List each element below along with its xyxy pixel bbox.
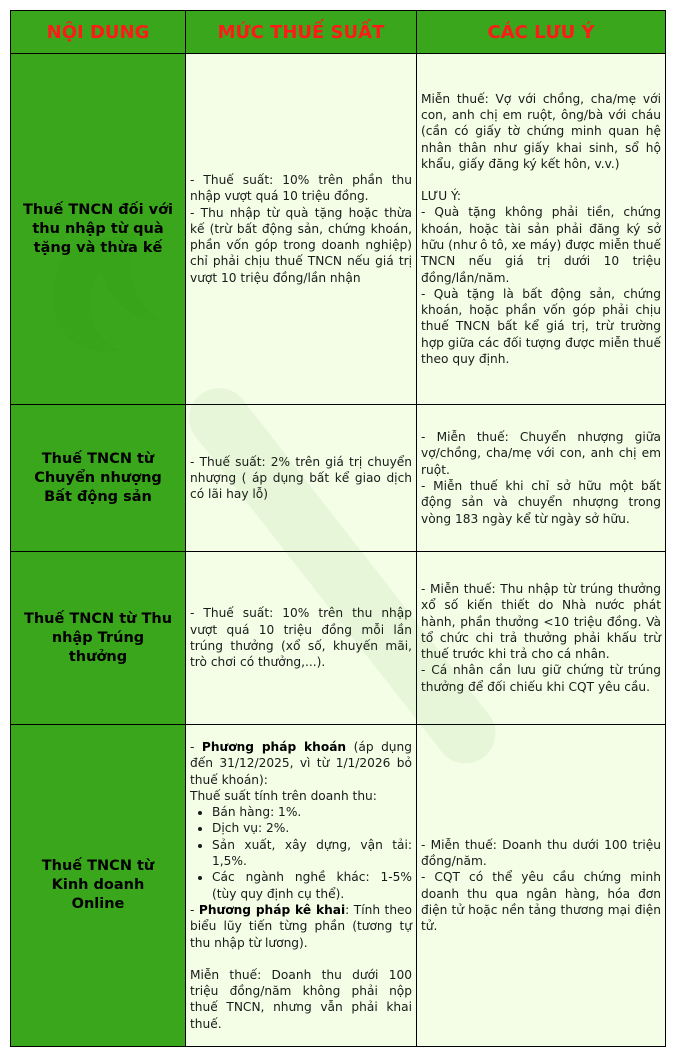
rate-text: - Phương pháp kê khai: Tính theo biểu lũy tiến từng phần (tương tự thu nhập từ lương). [190,902,412,950]
table-row [11,54,666,405]
note-text: - Miễn thuế: Doanh thu dưới 100 triệu đồng/năm. [421,837,661,868]
row-rate [186,725,417,1047]
row-notes [417,552,666,725]
table-row [11,405,666,552]
row-rate [186,552,417,725]
rate-text: - Thu nhập từ quà tặng hoặc thừa kế (trừ bất động sản, chứng khoán, phần vốn góp trong doanh nghiệp) chỉ phải chịu thuế TNCN nếu giá trị vượt 10 triệu đồng/lần nhận [190,205,412,285]
rate-text: - Phương pháp khoán (áp dụng đến 31/12/2025, vì từ 1/1/2026 bỏ thuế khoán): [190,739,412,787]
row-topic: Thuế TNCN đối với thu nhập từ quà tặng và thừa kế [11,54,186,405]
row-topic: Thuế TNCN từ Thu nhập Trúng thưởng [11,552,186,725]
table-row [11,552,666,725]
note-text: - Cá nhân cần lưu giữ chứng từ trúng thưởng để đối chiếu khi CQT yêu cầu. [421,663,661,694]
row-topic: Thuế TNCN từ Chuyển nhượng Bất động sản [11,405,186,552]
note-text: - Miễn thuế khi chỉ sở hữu một bất động sản và chuyển nhượng trong vòng 183 ngày kể từ ngày sở hữu. [421,479,661,526]
list-item: • Các ngành nghề khác: 1-5% (tùy quy định cụ thể). [212,869,412,902]
method-ke-khai-label: Phương pháp kê khai [198,902,346,917]
row-topic: Thuế TNCN từ Kinh doanh Online [11,725,186,1047]
rate-list [190,804,412,902]
rate-text: - Thuế suất: 2% trên giá trị chuyển nhượng ( áp dụng bất kể giao dịch có lãi hay lỗ) [190,454,412,502]
row-notes [417,725,666,1047]
list-item: • Sản xuất, xây dựng, vận tải: 1,5%. [212,837,412,870]
row-notes [417,54,666,405]
header-row [11,11,666,54]
row-notes [417,405,666,552]
table-row [11,725,666,1047]
note-text: - Miễn thuế: Chuyển nhượng giữa vợ/chồng, cha/mẹ với con, anh chị em ruột. [421,430,661,477]
row-rate [186,54,417,405]
header-cac-luu-y: CÁC LƯU Ý [417,11,666,54]
header-noi-dung: NỘI DUNG [11,11,186,54]
note-text: - CQT có thể yêu cầu chứng minh doanh thu qua ngân hàng, hóa đơn điện tử hoặc nền tảng thương mại điện tử. [421,870,661,934]
method-khoan-label: Phương pháp khoán [201,739,347,754]
list-item: • Dịch vụ: 2%. [212,820,412,836]
rate-text: - Thuế suất: 10% trên phần thu nhập vượt quá 10 triệu đồng. [190,172,412,204]
row-rate [186,405,417,552]
exempt-text: Miễn thuế: Doanh thu dưới 100 triệu đồng/năm không phải nộp thuế TNCN, nhưng vẫn phải khai thuế. [190,967,412,1031]
rate-text: - Thuế suất: 10% trên thu nhập vượt quá 10 triệu đồng mỗi lần trúng thưởng (xổ số, khuyến mãi, trò chơi có thưởng,...). [190,606,412,670]
note-text: Miễn thuế: Vợ với chồng, cha/mẹ với con, anh chị em ruột, ông/bà với cháu (cần có giấy tờ chứng minh quan hệ nhân thân như giấy khai sinh, sổ hộ khẩu, giấy đăng ký kết hôn, v.v.) [421,91,661,171]
list-item: • Bán hàng: 1%. [212,804,412,820]
note-text: - Quà tặng không phải tiền, chứng khoán, hoặc tài sản phải đăng ký sở hữu (như ô tô, xe máy) được miễn thuế TNCN nếu giá trị dưới 10 triệu đồng/lần/năm. [421,205,661,285]
rate-subtitle: Thuế suất tính trên doanh thu: [190,788,377,803]
note-text: - Miễn thuế: Thu nhập từ trúng thưởng xổ số kiến thiết do Nhà nước phát hành, phần thưởng <10 triệu đồng. Và tổ chức chi trả thưởng phải khấu trừ thuế trước khi trả cho cá nhân. [421,581,661,662]
header-muc-thue-suat: MỨC THUẾ SUẤT [186,11,417,54]
tax-table [10,10,666,1047]
note-text: LƯU Ý: [421,189,461,204]
note-text: - Quà tặng là bất động sản, chứng khoán, hoặc phần vốn góp phải chịu thuế TNCN bất kể giá trị, trừ trường hợp giữa các đối tượng được miễn thuế theo quy định. [421,286,661,367]
